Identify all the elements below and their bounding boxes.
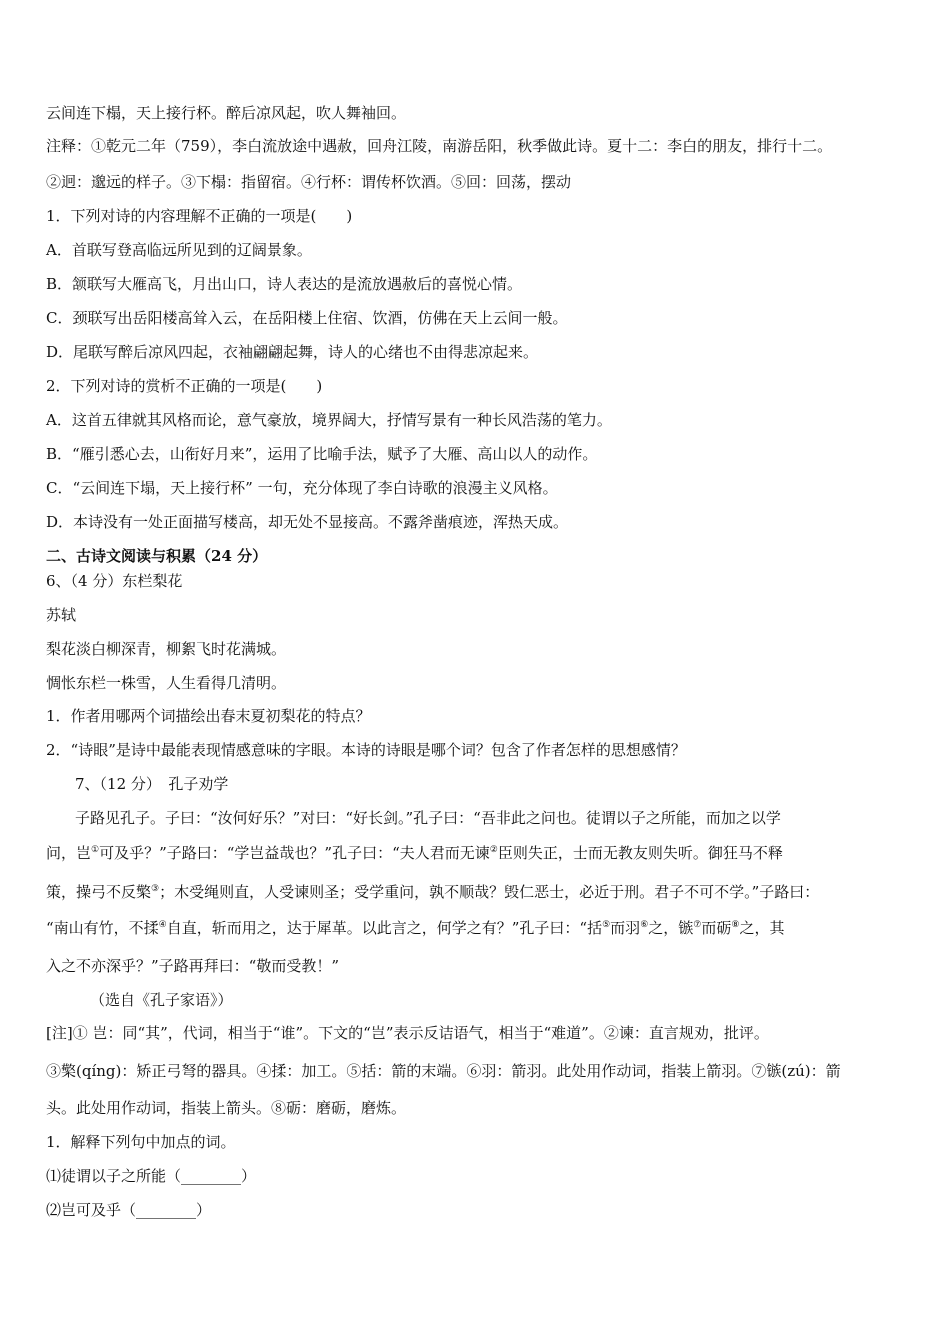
q7-note-line-2: ③檠(qíng)：矫正弓弩的器具。④揉：加工。⑤括：箭的末端。⑥羽：箭羽。此处用作动词，指装上箭羽。⑦镞(zú)：箭 <box>46 1062 841 1080</box>
footnote-mark: ⑧ <box>731 920 740 930</box>
q1-option-b: B．颔联写大雁高飞，月出山口，诗人表达的是流放遇赦后的喜悦心情。 <box>46 275 523 293</box>
notes-line-1: 注释：①乾元二年（759），李白流放途中遇赦，回舟江陵，南游岳阳，秋季做此诗。夏十二：李白的朋友，排行十二。 <box>46 137 833 155</box>
q1-option-c: C．颈联写出岳阳楼高耸入云，在岳阳楼上住宿、饮酒，仿佛在天上云间一般。 <box>46 309 568 327</box>
q7-passage-line-4 <box>46 918 784 938</box>
passage-text: 之，镞 <box>648 919 694 937</box>
q1-option-d: D．尾联写醉后凉风四起，衣袖翩翩起舞，诗人的心绪也不由得悲凉起来。 <box>46 343 539 361</box>
passage-text: 策，操弓不反檠 <box>46 883 152 901</box>
q6-poem-line-2: 惆怅东栏一株雪，人生看得几清明。 <box>46 674 287 692</box>
footnote-mark: ⑤ <box>602 920 611 930</box>
q6-sub-question-2: 2．“诗眼”是诗中最能表现情感意味的字眼。本诗的诗眼是哪个词？包含了作者怎样的思想感情？ <box>46 741 686 759</box>
q1-stem: 1．下列对诗的内容理解不正确的一项是( ) <box>46 207 353 225</box>
passage-text: 而砺 <box>701 919 732 937</box>
poem-tail: 云间连下榻，天上接行杯。醉后凉风起，吹人舞袖回。 <box>46 104 407 122</box>
q7-note-line-3: 头。此处用作动词，指装上箭头。⑧砺：磨砺，磨炼。 <box>46 1099 407 1117</box>
passage-text: 而羽 <box>610 919 641 937</box>
q6-sub-question-1: 1．作者用哪两个词描绘出春末夏初梨花的特点？ <box>46 707 371 725</box>
passage-text: 之，其 <box>739 919 785 937</box>
q6-header: 6、（4 分）东栏梨花 <box>46 572 183 590</box>
passage-text: “南山有竹，不揉 <box>46 919 159 937</box>
q2-stem: 2．下列对诗的赏析不正确的一项是( ) <box>46 377 323 395</box>
q7-passage-line-5: 入之不亦深乎？”子路再拜曰：“敬而受教！” <box>46 957 340 975</box>
q7-note-line-1: [注]① 岂：同“其”，代词，相当于“谁”。下文的“岂”表示反诘语气，相当于“难道”。②谏：直言规劝，批评。 <box>46 1024 769 1042</box>
q7-passage-line-2 <box>46 843 783 863</box>
footnote-mark: ① <box>91 845 100 855</box>
notes-line-2: ②迥：邈远的样子。③下榻：指留宿。④行杯：谓传杯饮酒。⑤回：回荡，摆动 <box>46 173 572 191</box>
q7-passage-line-3 <box>46 882 819 902</box>
q7-passage-line-1: 子路见孔子。子曰：“汝何好乐？”对曰：“好长剑。”孔子曰：“吾非此之问也。徒谓以子之所能，而加之以学 <box>75 809 781 827</box>
passage-text: 可及乎？”子路曰：“学岂益哉也？”孔子曰：“夫人君而无谏 <box>99 844 490 862</box>
q6-poem-line-1: 梨花淡白柳深青，柳絮飞时花满城。 <box>46 640 287 658</box>
q7-source: （选自《孔子家语》） <box>90 991 233 1009</box>
q7-item-1: ⑴徒谓以子之所能（________） <box>46 1167 257 1185</box>
footnote-mark: ② <box>489 845 498 855</box>
passage-text: 臣则失正，士而无教友则失听。御狂马不释 <box>497 844 783 862</box>
footnote-mark: ③ <box>151 884 160 894</box>
footnote-mark: ④ <box>158 920 167 930</box>
q7-item-2: ⑵岂可及乎（________） <box>46 1201 212 1219</box>
footnote-mark: ⑥ <box>640 920 649 930</box>
passage-text: 问，岂 <box>46 844 92 862</box>
q1-option-a: A．首联写登高临远所见到的辽阔景象。 <box>46 241 312 259</box>
q2-option-d: D．本诗没有一处正面描写楼高，却无处不显接高。不露斧凿痕迹，浑热天成。 <box>46 513 569 531</box>
q7-sub-question-1: 1．解释下列句中加点的词。 <box>46 1133 236 1151</box>
q2-option-b: B．“雁引悉心去，山衔好月来”，运用了比喻手法，赋予了大雁、高山以人的动作。 <box>46 445 598 463</box>
footnote-mark: ⑦ <box>693 920 702 930</box>
q7-header: 7、（12 分） 孔子劝学 <box>75 775 229 793</box>
q6-author: 苏轼 <box>46 606 77 624</box>
q2-option-c: C．“云间连下塌，天上接行杯” 一句，充分体现了李白诗歌的浪漫主义风格。 <box>46 479 558 497</box>
passage-text: 自直，斩而用之，达于犀革。以此言之，何学之有？”孔子曰：“括 <box>166 919 603 937</box>
section-2-heading: 二、古诗文阅读与积累（24 分） <box>46 547 268 565</box>
q2-option-a: A．这首五律就其风格而论，意气豪放，境界阔大，抒情写景有一种长风浩荡的笔力。 <box>46 411 612 429</box>
passage-text: ；木受绳则直，人受谏则圣；受学重问，孰不顺哉？毁仁恶士，必近于刑。君子不可不学。”子路曰： <box>159 883 820 901</box>
